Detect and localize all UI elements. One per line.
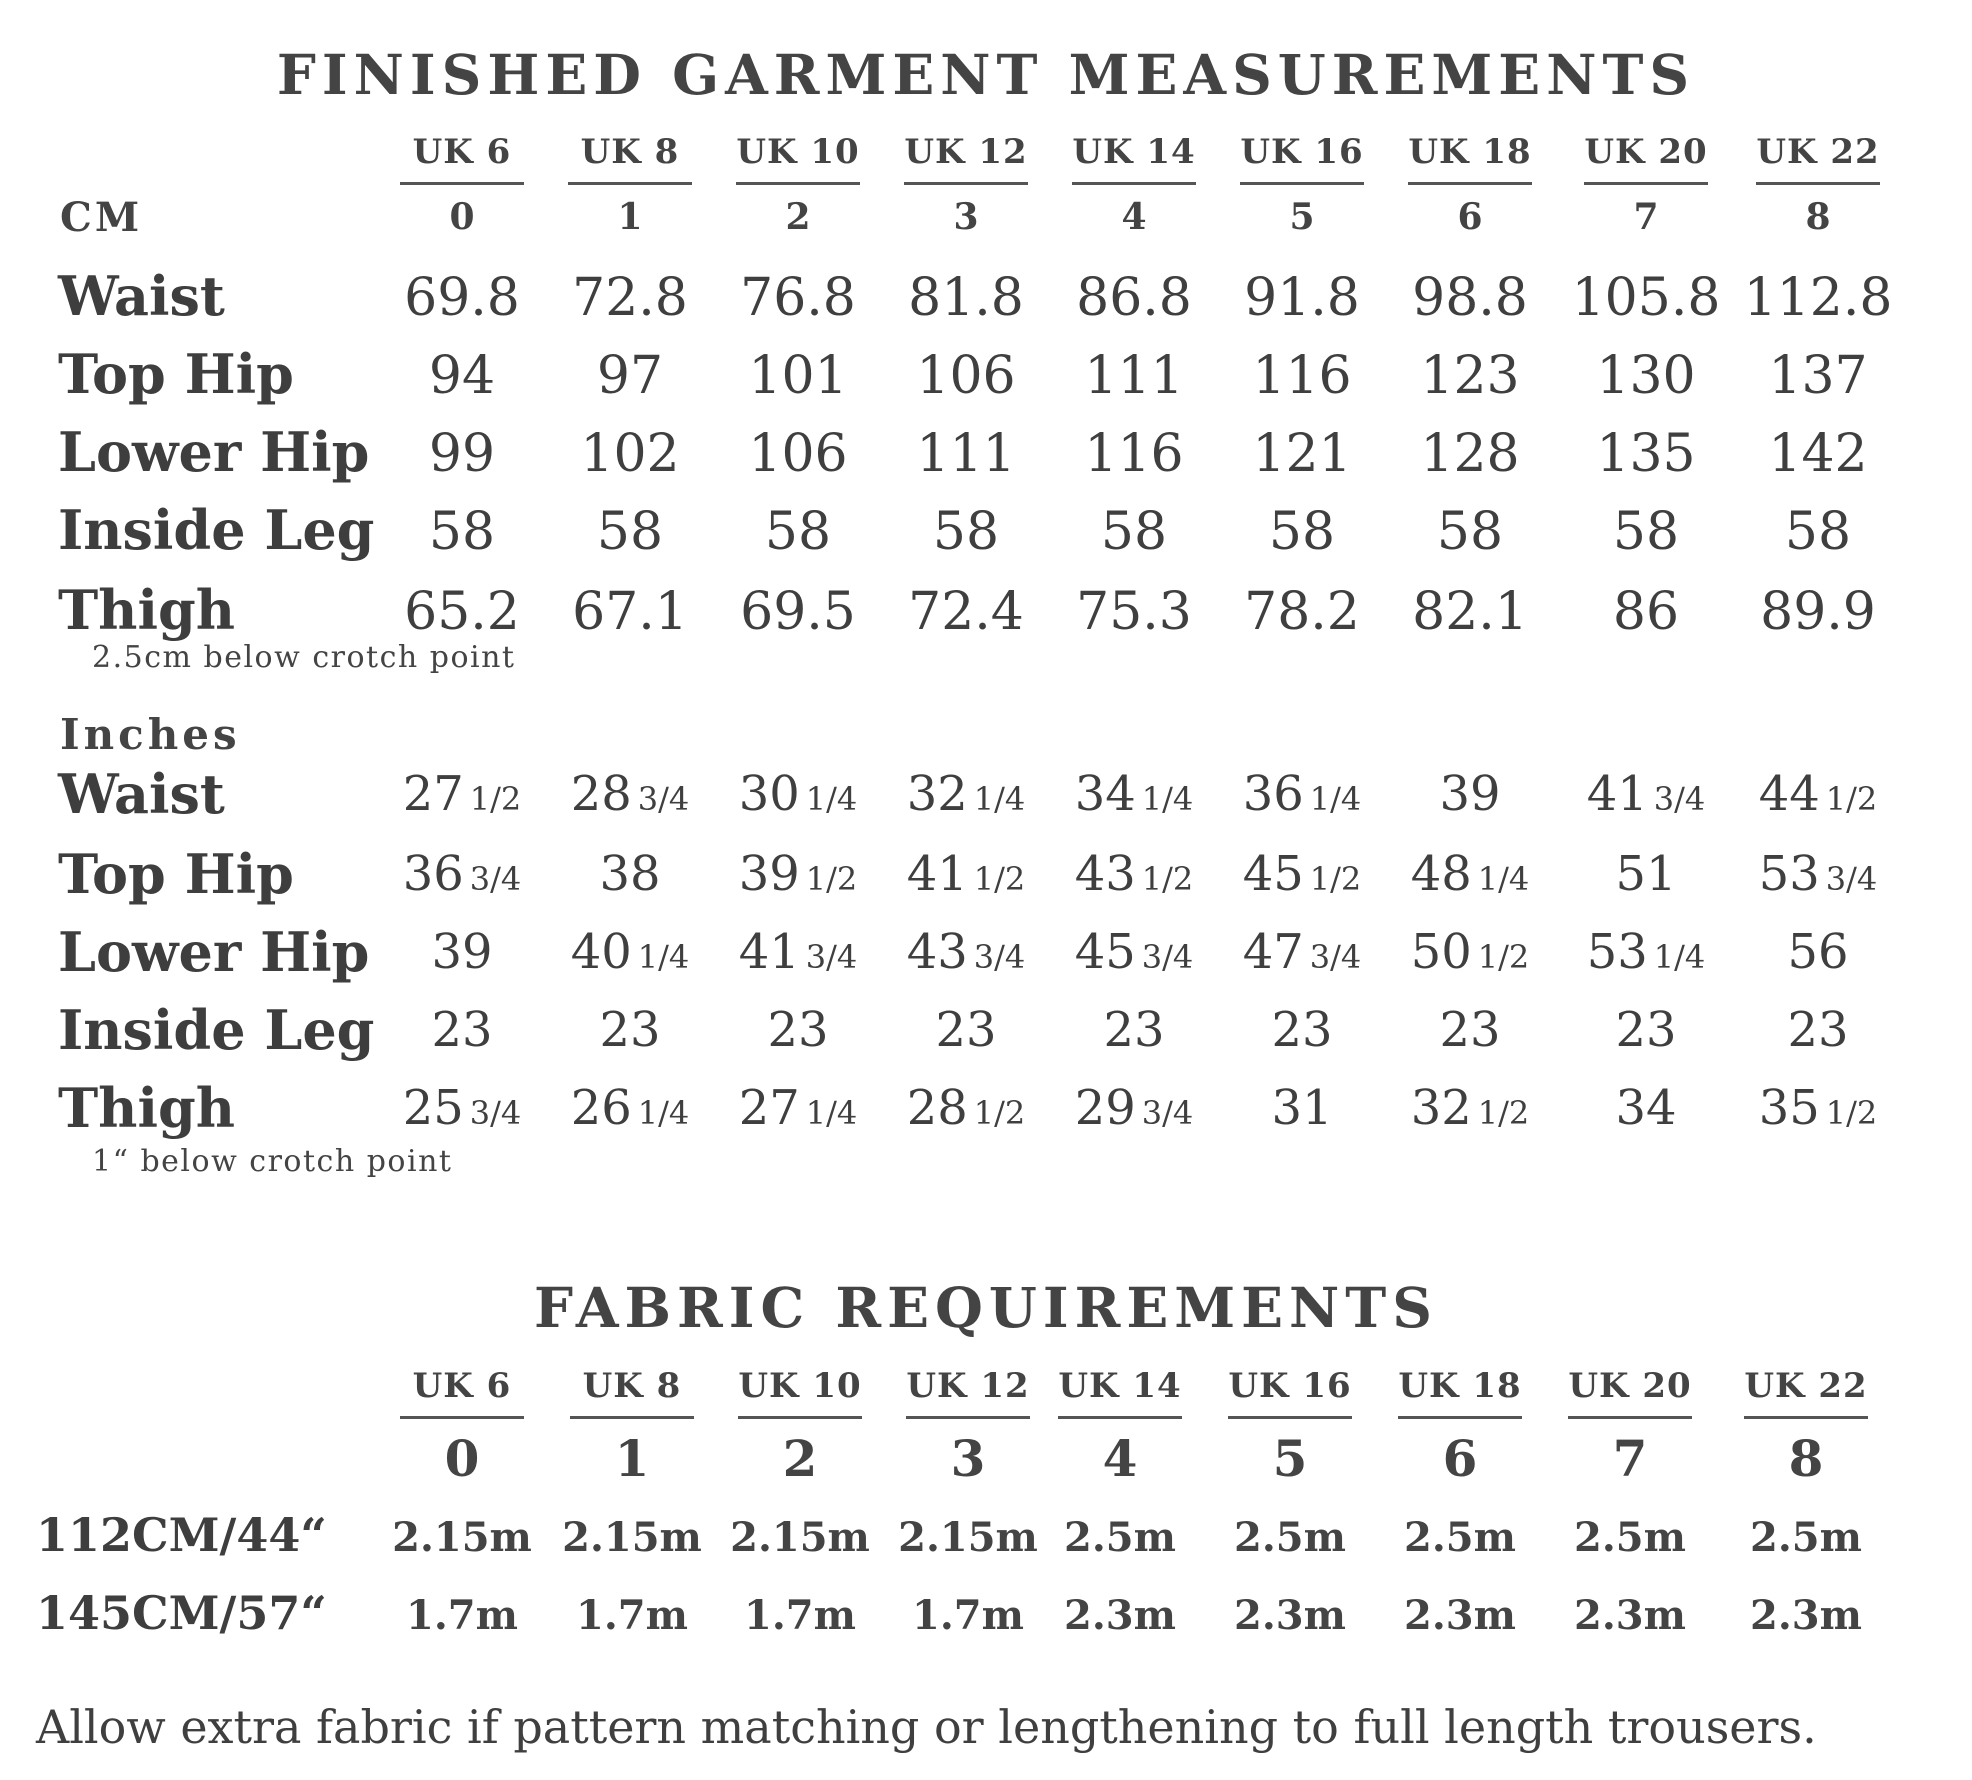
header-rule bbox=[1072, 182, 1196, 185]
header-rule bbox=[736, 182, 860, 185]
inches-whole: 35 bbox=[1758, 1080, 1820, 1136]
cm-row-note: 2.5cm below crotch point bbox=[92, 640, 516, 675]
inches-value-cell bbox=[1571, 1080, 1721, 1136]
fabric-header-rule bbox=[1228, 1416, 1352, 1419]
cm-value-cell: 69.8 bbox=[404, 268, 520, 328]
us-size-label: 7 bbox=[1633, 196, 1659, 238]
inches-fraction: 1/2 bbox=[1477, 1094, 1530, 1132]
cm-value-cell: 98.8 bbox=[1412, 268, 1528, 328]
fabric-amount-cell: 2.5m bbox=[1750, 1514, 1862, 1561]
fabric-amount-cell: 2.3m bbox=[1750, 1592, 1862, 1639]
inches-value-cell bbox=[1395, 766, 1545, 822]
fabric-us-size-label: 5 bbox=[1272, 1429, 1308, 1488]
fabric-width-label: 145CM/57“ bbox=[36, 1586, 327, 1640]
size-column-header bbox=[1240, 128, 1364, 239]
inches-fraction: 1/4 bbox=[637, 1094, 690, 1132]
cm-value-cell: 111 bbox=[1084, 346, 1184, 406]
inches-unit-label: Inches bbox=[60, 710, 241, 759]
inches-whole: 31 bbox=[1271, 1080, 1333, 1136]
inches-whole: 23 bbox=[431, 1002, 493, 1058]
inches-fraction: 1/4 bbox=[1309, 780, 1362, 818]
inches-fraction: 1/4 bbox=[1653, 938, 1706, 976]
size-column-header bbox=[1584, 128, 1708, 239]
inches-value-cell bbox=[723, 846, 873, 902]
uk-size-label: UK 8 bbox=[580, 132, 680, 172]
inches-row-label: Top Hip bbox=[58, 842, 294, 906]
inches-value-cell bbox=[1743, 924, 1893, 980]
uk-size-label: UK 6 bbox=[412, 132, 512, 172]
fabric-width-label: 112CM/44“ bbox=[36, 1508, 327, 1562]
fabric-size-column-header bbox=[570, 1362, 694, 1489]
fabric-header-rule bbox=[400, 1416, 524, 1419]
fabric-header-rule bbox=[738, 1416, 862, 1419]
inches-fraction: 3/4 bbox=[637, 780, 690, 818]
header-rule bbox=[1240, 182, 1364, 185]
fabric-us-size-label: 8 bbox=[1788, 1429, 1824, 1488]
cm-value-cell: 69.5 bbox=[740, 582, 856, 642]
fabric-size-column-header bbox=[1568, 1362, 1692, 1489]
inches-row-label: Thigh bbox=[58, 1076, 235, 1140]
inches-value-cell bbox=[723, 1002, 873, 1058]
inches-fraction: 1/4 bbox=[805, 1094, 858, 1132]
fabric-us-size-label: 2 bbox=[782, 1429, 818, 1488]
inches-fraction: 1/2 bbox=[469, 780, 522, 818]
cm-value-cell: 106 bbox=[916, 346, 1016, 406]
inches-value-cell bbox=[891, 924, 1041, 980]
cm-value-cell: 137 bbox=[1768, 346, 1868, 406]
inches-value-cell bbox=[1571, 846, 1721, 902]
fabric-uk-size-label: UK 12 bbox=[906, 1366, 1030, 1406]
inches-value-cell bbox=[723, 924, 873, 980]
cm-value-cell: 78.2 bbox=[1244, 582, 1360, 642]
fabric-uk-size-label: UK 10 bbox=[738, 1366, 862, 1406]
inches-fraction: 3/4 bbox=[469, 1094, 522, 1132]
size-column-header bbox=[400, 128, 524, 239]
inches-fraction: 1/2 bbox=[1309, 860, 1362, 898]
inches-fraction: 3/4 bbox=[1825, 860, 1878, 898]
us-size-label: 1 bbox=[617, 196, 643, 238]
inches-row-note: 1“ below crotch point bbox=[92, 1144, 453, 1179]
size-column-header bbox=[904, 128, 1028, 239]
cm-value-cell: 91.8 bbox=[1244, 268, 1360, 328]
fabric-amount-cell: 1.7m bbox=[912, 1592, 1024, 1639]
inches-whole: 43 bbox=[1074, 846, 1136, 902]
inches-value-cell bbox=[1059, 1002, 1209, 1058]
inches-whole: 56 bbox=[1787, 924, 1849, 980]
inches-value-cell bbox=[555, 924, 705, 980]
inches-fraction: 3/4 bbox=[805, 938, 858, 976]
cm-row-label: Thigh bbox=[58, 578, 235, 642]
inches-value-cell bbox=[891, 1080, 1041, 1136]
inches-value-cell bbox=[1059, 924, 1209, 980]
cm-value-cell: 72.4 bbox=[908, 582, 1024, 642]
fabric-header-rule bbox=[1398, 1416, 1522, 1419]
inches-fraction: 3/4 bbox=[1309, 938, 1362, 976]
inches-fraction: 3/4 bbox=[1653, 780, 1706, 818]
header-rule bbox=[1584, 182, 1708, 185]
fabric-us-size-label: 4 bbox=[1102, 1429, 1138, 1488]
size-column-header bbox=[1408, 128, 1532, 239]
inches-whole: 23 bbox=[767, 1002, 829, 1058]
inches-value-cell bbox=[1227, 1002, 1377, 1058]
cm-value-cell: 135 bbox=[1596, 424, 1696, 484]
inches-whole: 47 bbox=[1242, 924, 1304, 980]
cm-value-cell: 142 bbox=[1768, 424, 1868, 484]
inches-value-cell bbox=[1395, 1080, 1545, 1136]
inches-row-label: Lower Hip bbox=[58, 920, 370, 984]
cm-value-cell: 58 bbox=[764, 502, 832, 562]
inches-fraction: 1/2 bbox=[1825, 780, 1878, 818]
inches-whole: 25 bbox=[402, 1080, 464, 1136]
fabric-uk-size-label: UK 16 bbox=[1228, 1366, 1352, 1406]
cm-unit-label: CM bbox=[60, 194, 143, 241]
inches-whole: 48 bbox=[1410, 846, 1472, 902]
inches-whole: 23 bbox=[1787, 1002, 1849, 1058]
inches-whole: 53 bbox=[1586, 924, 1648, 980]
cm-value-cell: 123 bbox=[1420, 346, 1520, 406]
inches-fraction: 3/4 bbox=[1141, 938, 1194, 976]
inches-fraction: 1/2 bbox=[973, 860, 1026, 898]
fabric-amount-cell: 2.5m bbox=[1574, 1514, 1686, 1561]
cm-value-cell: 116 bbox=[1252, 346, 1352, 406]
fabric-amount-cell: 2.5m bbox=[1404, 1514, 1516, 1561]
inches-whole: 38 bbox=[599, 846, 661, 902]
inches-fraction: 1/4 bbox=[1141, 780, 1194, 818]
inches-fraction: 1/2 bbox=[805, 860, 858, 898]
inches-value-cell bbox=[1395, 924, 1545, 980]
inches-value-cell bbox=[1395, 1002, 1545, 1058]
cm-value-cell: 76.8 bbox=[740, 268, 856, 328]
inches-fraction: 1/4 bbox=[637, 938, 690, 976]
inches-value-cell bbox=[1059, 766, 1209, 822]
cm-value-cell: 94 bbox=[428, 346, 496, 406]
inches-whole: 26 bbox=[570, 1080, 632, 1136]
size-column-header bbox=[736, 128, 860, 239]
inches-fraction: 1/4 bbox=[973, 780, 1026, 818]
inches-value-cell bbox=[1059, 1080, 1209, 1136]
cm-value-cell: 58 bbox=[1100, 502, 1168, 562]
inches-whole: 45 bbox=[1242, 846, 1304, 902]
inches-whole: 43 bbox=[906, 924, 968, 980]
inches-whole: 36 bbox=[402, 846, 464, 902]
inches-value-cell bbox=[555, 1002, 705, 1058]
us-size-label: 0 bbox=[449, 196, 475, 238]
uk-size-label: UK 16 bbox=[1240, 132, 1364, 172]
cm-value-cell: 67.1 bbox=[572, 582, 688, 642]
header-rule bbox=[1408, 182, 1532, 185]
cm-value-cell: 111 bbox=[916, 424, 1016, 484]
cm-value-cell: 112.8 bbox=[1743, 268, 1893, 328]
inches-value-cell bbox=[1227, 846, 1377, 902]
inches-whole: 40 bbox=[570, 924, 632, 980]
cm-value-cell: 58 bbox=[1268, 502, 1336, 562]
cm-value-cell: 58 bbox=[932, 502, 1000, 562]
fabric-size-column-header bbox=[906, 1362, 1030, 1489]
uk-size-label: UK 12 bbox=[904, 132, 1028, 172]
cm-value-cell: 58 bbox=[1784, 502, 1852, 562]
inches-fraction: 1/4 bbox=[805, 780, 858, 818]
cm-value-cell: 58 bbox=[596, 502, 664, 562]
inches-value-cell bbox=[1743, 766, 1893, 822]
inches-whole: 32 bbox=[906, 766, 968, 822]
inches-fraction: 1/2 bbox=[1141, 860, 1194, 898]
cm-row-label: Inside Leg bbox=[58, 498, 375, 562]
cm-value-cell: 128 bbox=[1420, 424, 1520, 484]
inches-value-cell bbox=[555, 846, 705, 902]
inches-whole: 45 bbox=[1074, 924, 1136, 980]
cm-value-cell: 130 bbox=[1596, 346, 1696, 406]
inches-whole: 23 bbox=[935, 1002, 997, 1058]
fabric-size-column-header bbox=[1744, 1362, 1868, 1489]
inches-value-cell bbox=[555, 766, 705, 822]
fabric-amount-cell: 2.5m bbox=[1234, 1514, 1346, 1561]
header-rule bbox=[1756, 182, 1880, 185]
inches-value-cell bbox=[1571, 1002, 1721, 1058]
inches-whole: 39 bbox=[738, 846, 800, 902]
fabric-us-size-label: 3 bbox=[950, 1429, 986, 1488]
cm-value-cell: 97 bbox=[596, 346, 664, 406]
size-column-header bbox=[1072, 128, 1196, 239]
inches-whole: 27 bbox=[738, 1080, 800, 1136]
inches-value-cell bbox=[1743, 1002, 1893, 1058]
header-rule bbox=[904, 182, 1028, 185]
inches-fraction: 1/4 bbox=[1477, 860, 1530, 898]
cm-value-cell: 116 bbox=[1084, 424, 1184, 484]
fabric-uk-size-label: UK 14 bbox=[1058, 1366, 1182, 1406]
inches-value-cell bbox=[723, 766, 873, 822]
inches-fraction: 3/4 bbox=[1141, 1094, 1194, 1132]
fabric-header-rule bbox=[1568, 1416, 1692, 1419]
fabric-size-column-header bbox=[400, 1362, 524, 1489]
inches-fraction: 1/2 bbox=[973, 1094, 1026, 1132]
fabric-amount-cell: 1.7m bbox=[744, 1592, 856, 1639]
fabric-uk-size-label: UK 6 bbox=[412, 1366, 512, 1406]
fabric-amount-cell: 2.15m bbox=[898, 1514, 1038, 1561]
inches-whole: 23 bbox=[1271, 1002, 1333, 1058]
fabric-us-size-label: 1 bbox=[614, 1429, 650, 1488]
inches-whole: 34 bbox=[1074, 766, 1136, 822]
fabric-size-column-header bbox=[738, 1362, 862, 1489]
inches-row-label: Waist bbox=[58, 762, 225, 826]
cm-value-cell: 82.1 bbox=[1412, 582, 1528, 642]
inches-whole: 41 bbox=[738, 924, 800, 980]
cm-value-cell: 106 bbox=[748, 424, 848, 484]
cm-value-cell: 58 bbox=[428, 502, 496, 562]
inches-row-label: Inside Leg bbox=[58, 998, 375, 1062]
uk-size-label: UK 20 bbox=[1584, 132, 1708, 172]
uk-size-label: UK 22 bbox=[1756, 132, 1880, 172]
fabric-amount-cell: 2.5m bbox=[1064, 1514, 1176, 1561]
cm-value-cell: 89.9 bbox=[1760, 582, 1876, 642]
cm-value-cell: 65.2 bbox=[404, 582, 520, 642]
fabric-amount-cell: 2.15m bbox=[562, 1514, 702, 1561]
inches-whole: 41 bbox=[906, 846, 968, 902]
cm-row-label: Top Hip bbox=[58, 342, 294, 406]
inches-whole: 53 bbox=[1758, 846, 1820, 902]
fabric-size-column-header bbox=[1398, 1362, 1522, 1489]
inches-value-cell bbox=[387, 924, 537, 980]
fabric-size-column-header bbox=[1228, 1362, 1352, 1489]
inches-whole: 39 bbox=[431, 924, 493, 980]
cm-value-cell: 102 bbox=[580, 424, 680, 484]
us-size-label: 4 bbox=[1121, 196, 1147, 238]
inches-value-cell bbox=[387, 846, 537, 902]
fabric-amount-cell: 2.15m bbox=[392, 1514, 532, 1561]
inches-fraction: 3/4 bbox=[469, 860, 522, 898]
fabric-size-column-header bbox=[1058, 1362, 1182, 1489]
fabric-uk-size-label: UK 20 bbox=[1568, 1366, 1692, 1406]
fabric-amount-cell: 2.3m bbox=[1574, 1592, 1686, 1639]
fabric-amount-cell: 2.15m bbox=[730, 1514, 870, 1561]
inches-whole: 23 bbox=[1439, 1002, 1501, 1058]
inches-whole: 36 bbox=[1242, 766, 1304, 822]
inches-whole: 23 bbox=[599, 1002, 661, 1058]
inches-value-cell bbox=[387, 1002, 537, 1058]
uk-size-label: UK 10 bbox=[736, 132, 860, 172]
inches-whole: 23 bbox=[1103, 1002, 1165, 1058]
uk-size-label: UK 14 bbox=[1072, 132, 1196, 172]
inches-whole: 51 bbox=[1615, 846, 1677, 902]
cm-value-cell: 75.3 bbox=[1076, 582, 1192, 642]
fabric-uk-size-label: UK 8 bbox=[582, 1366, 682, 1406]
size-column-header bbox=[1756, 128, 1880, 239]
inches-whole: 32 bbox=[1410, 1080, 1472, 1136]
fabric-amount-cell: 1.7m bbox=[576, 1592, 688, 1639]
fabric-uk-size-label: UK 22 bbox=[1744, 1366, 1868, 1406]
us-size-label: 3 bbox=[953, 196, 979, 238]
inches-whole: 30 bbox=[738, 766, 800, 822]
header-rule bbox=[568, 182, 692, 185]
fabric-amount-cell: 2.3m bbox=[1234, 1592, 1346, 1639]
fabric-amount-cell: 1.7m bbox=[406, 1592, 518, 1639]
cm-value-cell: 58 bbox=[1436, 502, 1504, 562]
cm-value-cell: 72.8 bbox=[572, 268, 688, 328]
inches-whole: 23 bbox=[1615, 1002, 1677, 1058]
cm-value-cell: 121 bbox=[1252, 424, 1352, 484]
cm-value-cell: 101 bbox=[748, 346, 848, 406]
inches-value-cell bbox=[1395, 846, 1545, 902]
fabric-header-rule bbox=[570, 1416, 694, 1419]
inches-whole: 27 bbox=[402, 766, 464, 822]
cm-value-cell: 81.8 bbox=[908, 268, 1024, 328]
inches-value-cell bbox=[723, 1080, 873, 1136]
inches-value-cell bbox=[1227, 1080, 1377, 1136]
inches-value-cell bbox=[891, 846, 1041, 902]
inches-whole: 29 bbox=[1074, 1080, 1136, 1136]
inches-value-cell bbox=[1743, 1080, 1893, 1136]
inches-whole: 39 bbox=[1439, 766, 1501, 822]
us-size-label: 5 bbox=[1289, 196, 1315, 238]
fabric-us-size-label: 7 bbox=[1612, 1429, 1648, 1488]
inches-value-cell bbox=[1743, 846, 1893, 902]
fabric-title: FABRIC REQUIREMENTS bbox=[534, 1275, 1438, 1340]
fabric-amount-cell: 2.3m bbox=[1064, 1592, 1176, 1639]
inches-whole: 28 bbox=[570, 766, 632, 822]
fabric-footer-note: Allow extra fabric if pattern matching or lengthening to full length trousers. bbox=[36, 1700, 1817, 1754]
inches-value-cell bbox=[1571, 766, 1721, 822]
fabric-uk-size-label: UK 18 bbox=[1398, 1366, 1522, 1406]
us-size-label: 6 bbox=[1457, 196, 1483, 238]
cm-value-cell: 105.8 bbox=[1571, 268, 1721, 328]
us-size-label: 8 bbox=[1805, 196, 1831, 238]
fabric-header-rule bbox=[1744, 1416, 1868, 1419]
inches-value-cell bbox=[387, 766, 537, 822]
inches-value-cell bbox=[1227, 924, 1377, 980]
inches-value-cell bbox=[1227, 766, 1377, 822]
inches-fraction: 1/2 bbox=[1825, 1094, 1878, 1132]
cm-value-cell: 86 bbox=[1612, 582, 1680, 642]
fabric-amount-cell: 2.3m bbox=[1404, 1592, 1516, 1639]
cm-value-cell: 58 bbox=[1612, 502, 1680, 562]
cm-row-label: Lower Hip bbox=[58, 420, 370, 484]
inches-value-cell bbox=[891, 766, 1041, 822]
cm-value-cell: 99 bbox=[428, 424, 496, 484]
inches-fraction: 1/2 bbox=[1477, 938, 1530, 976]
inches-whole: 41 bbox=[1586, 766, 1648, 822]
fabric-header-rule bbox=[1058, 1416, 1182, 1419]
inches-value-cell bbox=[1059, 846, 1209, 902]
inches-whole: 50 bbox=[1410, 924, 1472, 980]
header-rule bbox=[400, 182, 524, 185]
uk-size-label: UK 18 bbox=[1408, 132, 1532, 172]
fabric-us-size-label: 6 bbox=[1442, 1429, 1478, 1488]
cm-value-cell: 86.8 bbox=[1076, 268, 1192, 328]
fabric-header-rule bbox=[906, 1416, 1030, 1419]
inches-fraction: 3/4 bbox=[973, 938, 1026, 976]
inches-value-cell bbox=[555, 1080, 705, 1136]
inches-whole: 44 bbox=[1758, 766, 1820, 822]
measurements-title: FINISHED GARMENT MEASUREMENTS bbox=[276, 42, 1696, 107]
fabric-us-size-label: 0 bbox=[444, 1429, 480, 1488]
inches-whole: 34 bbox=[1615, 1080, 1677, 1136]
inches-whole: 28 bbox=[906, 1080, 968, 1136]
cm-row-label: Waist bbox=[58, 264, 225, 328]
us-size-label: 2 bbox=[785, 196, 811, 238]
inches-value-cell bbox=[387, 1080, 537, 1136]
size-column-header bbox=[568, 128, 692, 239]
inches-value-cell bbox=[1571, 924, 1721, 980]
inches-value-cell bbox=[891, 1002, 1041, 1058]
